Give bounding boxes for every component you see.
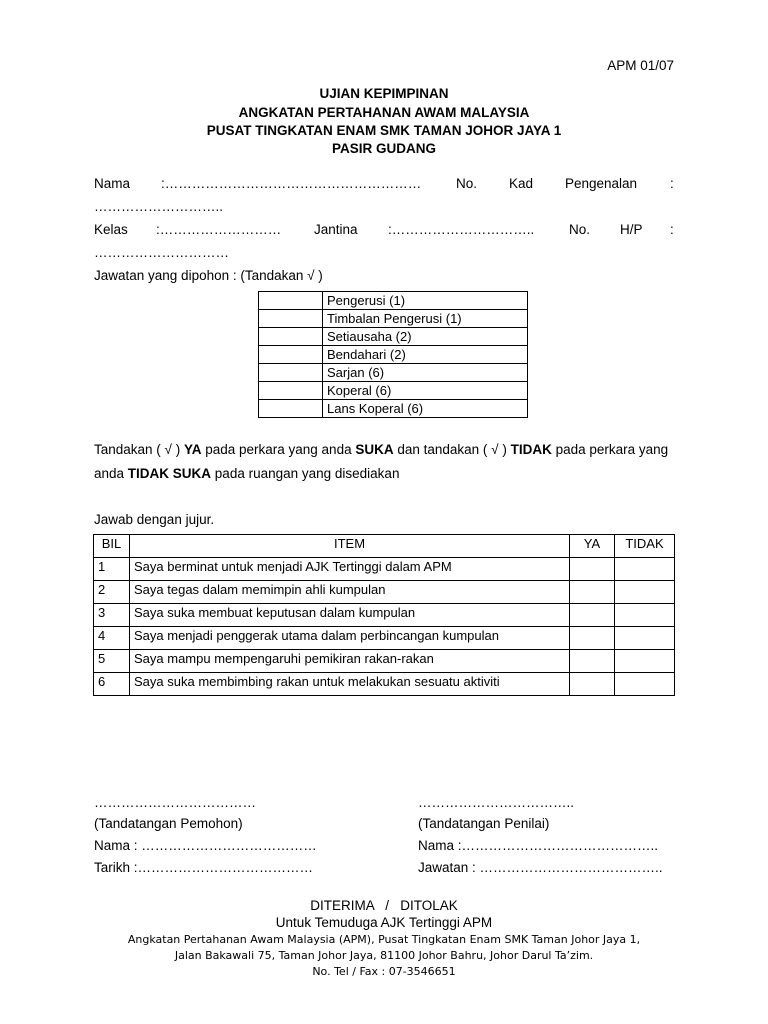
pengenalan-label: Pengenalan (565, 176, 638, 191)
position-name: Sarjan (6) (323, 364, 528, 382)
position-checkbox[interactable] (259, 310, 323, 328)
position-checkbox[interactable] (259, 364, 323, 382)
pemohon-caption: (Tandatangan Pemohon) (94, 816, 243, 831)
position-row (259, 400, 528, 418)
item-table (93, 534, 675, 696)
hp-label: H/P (620, 222, 643, 237)
instr-part-3: dan tandakan ( √ ) (393, 442, 511, 457)
position-row (259, 328, 528, 346)
hp-colon: : (670, 222, 674, 237)
item-text: Saya mampu mempengaruhi pemikiran rakan-rakan (130, 650, 570, 673)
item-text: Saya tegas dalam memimpin ahli kumpulan (130, 581, 570, 604)
item-text: Saya suka membimbing rakan untuk melakukan sesuatu aktiviti (130, 673, 570, 696)
instr-part-2: pada perkara yang anda (201, 442, 356, 457)
item-ya-checkbox[interactable] (570, 604, 615, 627)
address-line-1: Angkatan Pertahanan Awam Malaysia (APM), Pusat Tingkatan Enam SMK Taman Johor Jaya 1, (127, 933, 641, 946)
jawab-label: Jawab dengan jujur. (94, 512, 215, 527)
instr-ya: YA (183, 442, 202, 457)
item-tidak-checkbox[interactable] (615, 581, 675, 604)
instr-tidak-suka: TIDAK SUKA (127, 466, 212, 481)
position-checkbox[interactable] (259, 292, 323, 310)
position-name: Koperal (6) (323, 382, 528, 400)
instr-part-1: Tandakan ( √ ) (94, 442, 184, 457)
item-row (94, 558, 675, 581)
position-row (259, 364, 528, 382)
header-bil: BIL (94, 535, 130, 558)
penilai-caption: (Tandatangan Penilai) (418, 816, 550, 831)
position-name: Bendahari (2) (323, 346, 528, 364)
pemohon-nama: Nama : ………………………………… (94, 838, 317, 853)
instr-part-4: pada perkara yang anda (94, 442, 669, 481)
position-row (259, 382, 528, 400)
item-ya-checkbox[interactable] (570, 650, 615, 673)
item-text: Saya berminat untuk menjadi AJK Tertinggi dalam APM (130, 558, 570, 581)
item-bil: 4 (94, 627, 130, 650)
position-name: Lans Koperal (6) (323, 400, 528, 418)
item-row (94, 673, 675, 696)
item-bil: 6 (94, 673, 130, 696)
kad-colon: : (670, 176, 674, 191)
position-checkbox[interactable] (259, 400, 323, 418)
penilai-sign-line: …………………………….. (418, 795, 575, 810)
item-tidak-checkbox[interactable] (615, 673, 675, 696)
item-tidak-checkbox[interactable] (615, 650, 675, 673)
instr-part-5: pada ruangan yang disediakan (211, 466, 400, 481)
item-bil: 3 (94, 604, 130, 627)
document-code: APM 01/07 (607, 58, 674, 73)
kad-label: Kad (509, 176, 534, 191)
position-name: Pengerusi (1) (323, 292, 528, 310)
address-line-2: Jalan Bakawali 75, Taman Johor Jaya, 81100 Johor Bahru, Johor Darul Ta’zim. (174, 949, 594, 962)
header-ya: YA (570, 535, 615, 558)
nama-label: Nama (94, 176, 131, 191)
title-line-4: PASIR GUDANG (331, 141, 436, 156)
item-text: Saya menjadi penggerak utama dalam perbincangan kumpulan (130, 627, 570, 650)
item-tidak-checkbox[interactable] (615, 627, 675, 650)
kad-dots: ……………………….. (94, 199, 224, 214)
no-label: No. (456, 176, 478, 191)
title-line-3: PUSAT TINGKATAN ENAM SMK TAMAN JOHOR JAYA 1 (206, 123, 562, 138)
item-tidak-checkbox[interactable] (615, 558, 675, 581)
pemohon-sign-line: ……………………………… (94, 795, 256, 810)
instr-suka: SUKA (355, 442, 394, 457)
position-checkbox[interactable] (259, 346, 323, 364)
instruction-text (94, 438, 675, 486)
kelas-dots: :……………………… (156, 222, 282, 237)
position-table (258, 291, 528, 418)
position-name: Setiausaha (2) (323, 328, 528, 346)
hp-no-label: No. (569, 222, 591, 237)
position-name: Timbalan Pengerusi (1) (323, 310, 528, 328)
item-text: Saya suka membuat keputusan dalam kumpulan (130, 604, 570, 627)
item-table-header (94, 535, 675, 558)
position-checkbox[interactable] (259, 328, 323, 346)
header-tidak: TIDAK (615, 535, 675, 558)
header-item: ITEM (130, 535, 570, 558)
item-ya-checkbox[interactable] (570, 627, 615, 650)
title-line-2: ANGKATAN PERTAHANAN AWAM MALAYSIA (238, 105, 530, 120)
item-ya-checkbox[interactable] (570, 558, 615, 581)
hp-dots: ………………………… (94, 245, 229, 260)
instr-tidak: TIDAK (510, 442, 552, 457)
position-row (259, 310, 528, 328)
item-row (94, 581, 675, 604)
penilai-nama: Nama :…………………………………….. (418, 838, 659, 853)
item-row (94, 604, 675, 627)
item-bil: 5 (94, 650, 130, 673)
item-row (94, 650, 675, 673)
item-row (94, 627, 675, 650)
position-row (259, 292, 528, 310)
position-row (259, 346, 528, 364)
decision-text: DITERIMA / DITOLAK (310, 898, 458, 913)
item-ya-checkbox[interactable] (570, 581, 615, 604)
position-checkbox[interactable] (259, 382, 323, 400)
nama-dots: :………………………………………………… (161, 176, 422, 191)
jantina-dots: :………………………….. (388, 222, 535, 237)
jawatan-label: Jawatan yang dipohon : (Tandakan √ ) (94, 268, 323, 283)
item-ya-checkbox[interactable] (570, 673, 615, 696)
kelas-label: Kelas (94, 222, 128, 237)
pemohon-tarikh: Tarikh :………………………………… (94, 860, 314, 875)
item-tidak-checkbox[interactable] (615, 604, 675, 627)
jantina-label: Jantina (314, 222, 358, 237)
title-line-1: UJIAN KEPIMPINAN (319, 86, 449, 101)
purpose-text: Untuk Temuduga AJK Tertinggi APM (275, 915, 493, 930)
item-bil: 1 (94, 558, 130, 581)
penilai-jawatan: Jawatan : ………………………………….. (418, 860, 663, 875)
contact-line: No. Tel / Fax : 07-3546651 (312, 965, 456, 978)
item-bil: 2 (94, 581, 130, 604)
